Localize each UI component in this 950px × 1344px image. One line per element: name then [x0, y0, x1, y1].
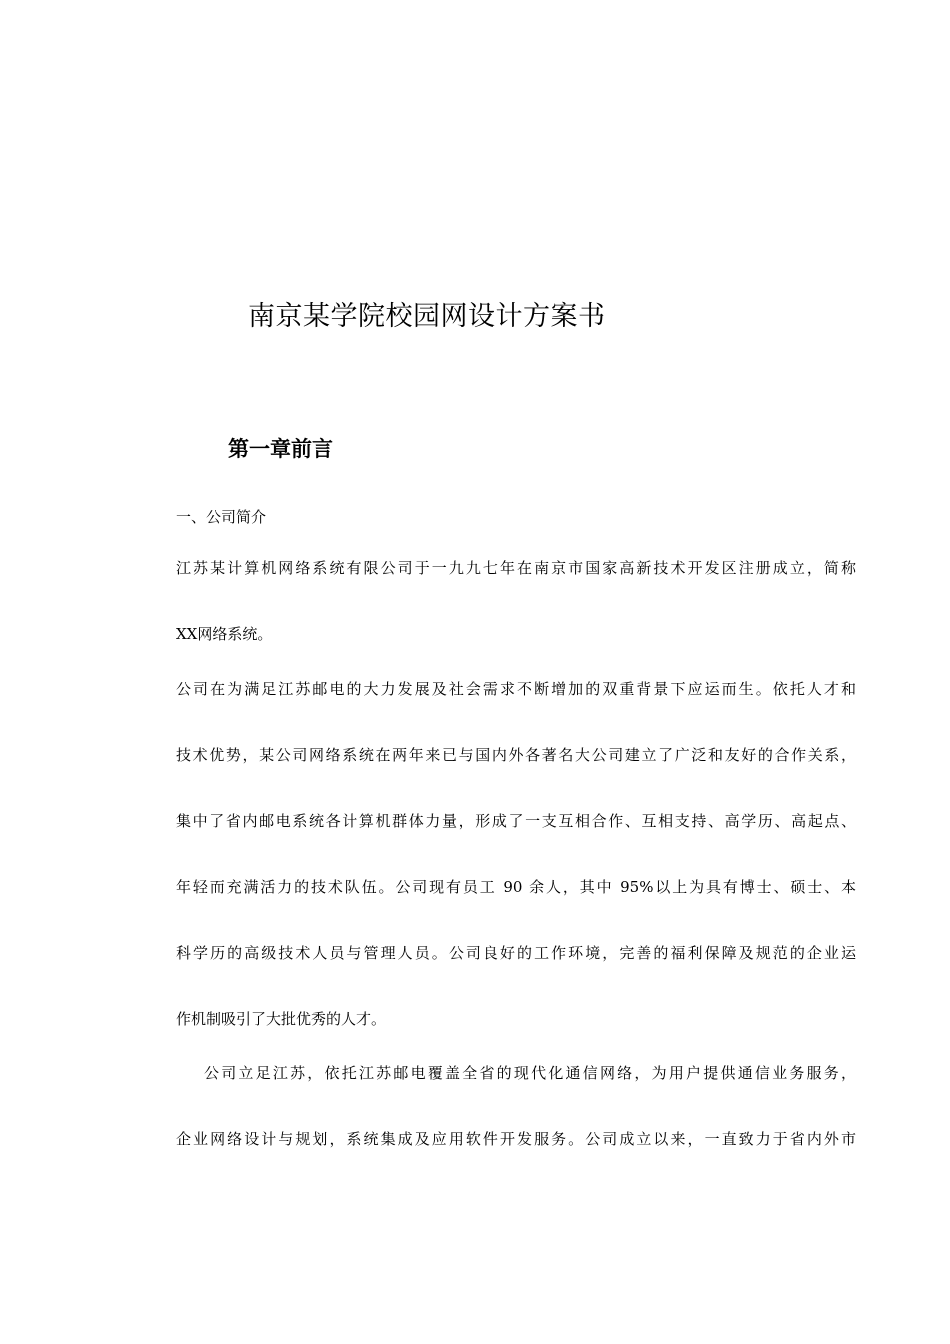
paragraph-line: 江苏某计算机网络系统有限公司于一九九七年在南京市国家高新技术开发区注册成立，简称: [176, 559, 856, 577]
paragraph-line: 公司立足江苏，依托江苏邮电覆盖全省的现代化通信网络，为用户提供通信业务服务，: [204, 1064, 856, 1082]
paragraph-line: XX网络系统。: [176, 625, 273, 643]
paragraph-line: 作机制吸引了大批优秀的人才。: [176, 1010, 387, 1028]
paragraph-line: 公司在为满足江苏邮电的大力发展及社会需求不断增加的双重背景下应运而生。依托人才和: [176, 680, 856, 698]
paragraph-line: 技术优势，某公司网络系统在两年来已与国内外各著名大公司建立了广泛和友好的合作关系，: [176, 746, 856, 764]
paragraph-line: 集中了省内邮电系统各计算机群体力量，形成了一支互相合作、互相支持、高学历、高起点、: [176, 812, 856, 830]
document-title: 南京某学院校园网设计方案书: [248, 301, 606, 332]
chapter-heading: 第一章前言: [228, 437, 333, 461]
paragraph-line: 科学历的高级技术人员与管理人员。公司良好的工作环境，完善的福利保障及规范的企业运: [176, 944, 856, 962]
paragraph-line: 企业网络设计与规划，系统集成及应用软件开发服务。公司成立以来，一直致力于省内外市: [176, 1130, 856, 1148]
section-heading: 一、公司简介: [176, 508, 267, 526]
paragraph-line: 年轻而充满活力的技术队伍。公司现有员工 90 余人，其中 95%以上为具有博士、硕士、本: [176, 878, 856, 896]
